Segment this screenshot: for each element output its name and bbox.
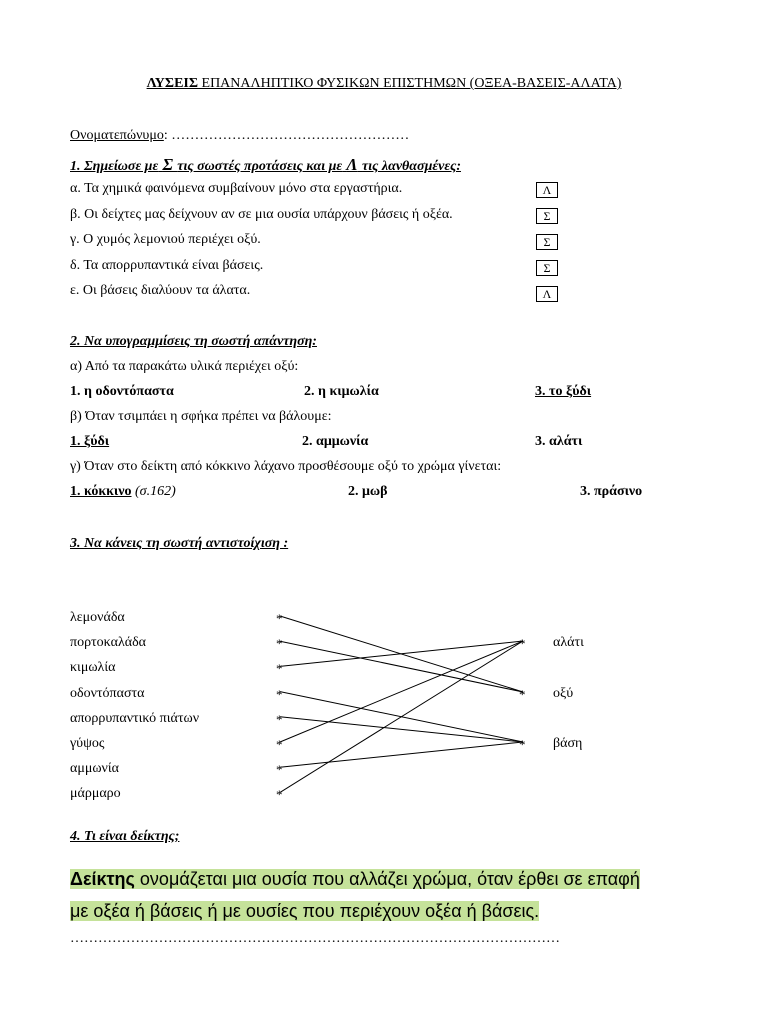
name-dots: : …………………………………………… (163, 128, 410, 143)
name-label: Ονοματεπώνυμο (70, 128, 164, 143)
sym-l: Λ (346, 155, 358, 174)
q4-answer-line-2: με οξέα ή βάσεις ή με ουσίες που περιέχουν οξέα ή βάσεις. (70, 901, 540, 921)
q2a-question: α) Από τα παρακάτω υλικά περιέχει οξύ: (70, 359, 299, 374)
sym-s: Σ (162, 155, 173, 174)
q2-heading: 2. Να υπογραμμίσεις τη σωστή απάντηση: (70, 334, 317, 349)
match-right-star: * (519, 636, 526, 651)
answer-box: Σ (536, 208, 558, 224)
q1-item-b: β. Οι δείχτες μας δείχνουν αν σε μια ουσία υπάρχουν βάσεις ή οξέα. (70, 207, 453, 222)
q2c-option-1: 1. κόκκινο (σ.162) (70, 484, 176, 499)
match-left-item: γύψος (70, 736, 105, 751)
match-left-item: πορτοκαλάδα (70, 635, 147, 651)
page-note: (σ.162) (131, 484, 176, 499)
match-left-star: * (276, 737, 283, 752)
match-left-item: οδοντόπαστα (70, 685, 145, 701)
q4-dots: …………………………………………………………………………………………… (70, 931, 560, 946)
q2a-option-1: 1. η οδοντόπαστα (70, 384, 174, 399)
match-line (280, 641, 523, 792)
q2c-question: γ) Όταν στο δείκτη από κόκκινο λάχανο προσθέσουμε οξύ το χρώμα γίνεται: (70, 459, 502, 474)
q1-heading: 1. Σημείωσε με Σ τις σωστές προτάσεις και με Λ τις λανθασμένες: (70, 155, 461, 174)
q3-heading: 3. Να κάνεις τη σωστή αντιστοίχιση : (70, 536, 289, 551)
match-line (280, 641, 523, 692)
match-left-star: * (276, 762, 283, 778)
match-left-star: * (276, 711, 283, 727)
match-left-item: απορρυπαντικό πιάτων (70, 710, 200, 726)
q2c-option-2: 2. μωβ (348, 484, 388, 499)
answer-keyword: Δείκτης (70, 869, 135, 889)
match-left-star: * (276, 787, 283, 803)
title-prefix: ΛΥΣΕΙΣ (146, 76, 199, 91)
match-right-star: * (519, 737, 526, 752)
q1-item-a: α. Τα χημικά φαινόμενα συμβαίνουν μόνο στα εργαστήρια. (70, 181, 403, 196)
match-left-star: * (276, 661, 283, 677)
match-right-item: βάση (553, 736, 583, 751)
q2c-option-3: 3. πράσινο (580, 484, 643, 499)
q2b-option-1: 1. ξύδι (70, 434, 110, 449)
match-left-star: * (276, 686, 283, 702)
match-right-item: οξύ (553, 686, 574, 701)
answer-box: Λ (536, 286, 558, 302)
q4-answer-line-1: Δείκτης ονομάζεται μια ουσία που αλλάζει χρώμα, όταν έρθει σε επαφή (70, 869, 640, 889)
q2b-option-3: 3. αλάτι (535, 434, 583, 449)
match-line (280, 641, 523, 666)
title-rest: ΕΠΑΝΑΛΗΠΤΙΚΟ ΦΥΣΙΚΩΝ ΕΠΙΣΤΗΜΩΝ (ΟΞΕΑ-ΒΑΣΕΙΣ-ΑΛΑΤΑ) (198, 76, 622, 91)
match-left-item: μάρμαρο (70, 786, 121, 802)
q1-item-d: δ. Τα απορρυπαντικά είναι βάσεις. (70, 258, 264, 273)
match-line (280, 641, 523, 742)
match-line (280, 717, 523, 742)
answer-box: Σ (536, 234, 558, 250)
match-line (280, 742, 523, 767)
match-left-item: αμμωνία (70, 761, 119, 777)
q2b-option-2: 2. αμμωνία (302, 434, 369, 449)
q1-item-c: γ. Ο χυμός λεμονιού περιέχει οξύ. (70, 232, 261, 247)
q4-heading: 4. Τι είναι δείκτης; (70, 829, 180, 844)
answer-box: Σ (536, 260, 558, 276)
match-right-item: αλάτι (553, 635, 584, 650)
q2a-option-3: 3. το ξύδι (535, 384, 592, 399)
q2b-question: β) Όταν τσιμπάει η σφήκα πρέπει να βάλουμε: (70, 409, 332, 424)
q2a-option-2: 2. η κιμωλία (304, 384, 379, 399)
q1-item-e: ε. Οι βάσεις διαλύουν τα άλατα. (70, 283, 251, 298)
match-left-item: κιμωλία (70, 660, 116, 676)
match-left-star: * (276, 636, 283, 652)
match-left-star: * (276, 611, 283, 626)
answer-box: Λ (536, 182, 558, 198)
match-left-item: λεμονάδα (70, 610, 125, 625)
match-right-star: * (519, 687, 526, 702)
